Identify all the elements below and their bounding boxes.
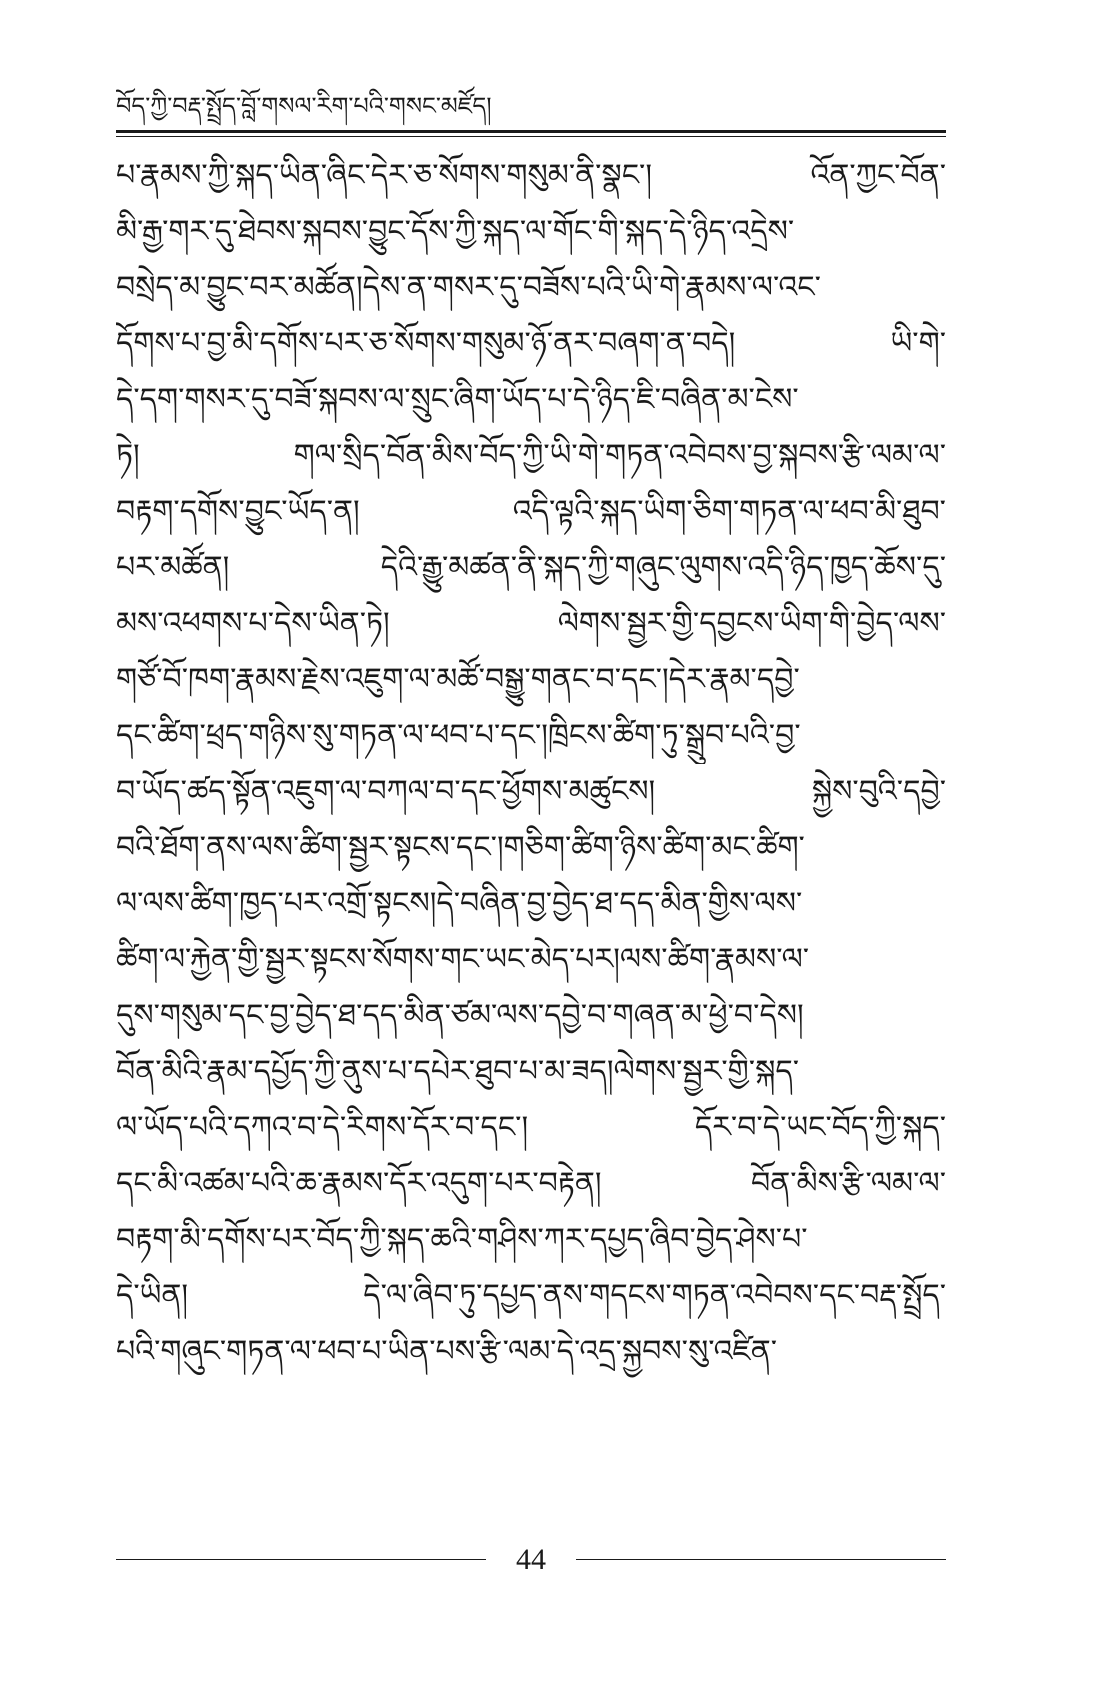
page-number: 44: [516, 1543, 546, 1576]
text-line: དང་ཚིག་ཕྲད་གཉིས་སུ་གཏན་ལ་ཕབ་པ་དང་།ཁྲིངས་ཚིག་ཏུ་སྒྲུབ་པའི་བྱ་: [116, 718, 801, 753]
text-line: ལ་ལས་ཚིག་ཁྱད་པར་འགྲོ་སྟངས།དེ་བཞིན་བྱ་བྱེད་ཐ་དད་མིན་གྱིས་ལས་: [116, 886, 803, 921]
text-line: པ་རྣམས་ཀྱི་སྐད་ཡིན་ཞིང་དེར་ཅ་སོགས་གསུམ་ནི་སྣང་། འོན་ཀྱང་བོན་: [116, 158, 946, 193]
text-line: བརྟག་དགོས་བྱུང་ཡོད་ན། འདི་ལྟའི་སྐད་ཡིག་ཅིག་གཏན་ལ་ཕབ་མི་ཐུབ་: [116, 494, 946, 529]
footer-rule-right: [576, 1559, 946, 1560]
text-line: མས་འཕགས་པ་དེས་ཡིན་ཏེ། ལེགས་སྦྱར་གྱི་དབྱངས་ཡིག་གི་བྱེད་ལས་: [116, 606, 946, 641]
body-text: [116, 148, 946, 1548]
text-line: དང་མི་འཚམ་པའི་ཆ་རྣམས་དོར་འདུག་པར་བརྟེན། བོན་མིས་རྩི་ལམ་ལ་: [116, 1166, 946, 1201]
text-line: བསྲེད་མ་བྱུང་བར་མཚོན།དེས་ན་གསར་དུ་བཟོས་པའི་ཡི་གེ་རྣམས་ལ་འང་: [116, 270, 821, 305]
text-line: ཏེ། གལ་སྲིད་བོན་མིས་བོད་ཀྱི་ཡི་གེ་གཏན་འབེབས་བྱ་སྐབས་རྩི་ལམ་ལ་: [116, 438, 946, 473]
text-line: དེ་དག་གསར་དུ་བཟོ་སྐབས་ལ་སྲུང་ཞིག་ཡོད་པ་དེ་ཉིད་ཇི་བཞིན་མ་ངེས་: [116, 382, 799, 417]
text-line: བ་ཡོད་ཚད་སྟོན་འཇུག་ལ་བཀལ་བ་དང་ཕྱོགས་མཚུངས། སྐྱེས་བུའི་དབྱེ་: [116, 774, 946, 809]
text-line: བའི་ཐོག་ནས་ལས་ཚིག་སྦྱར་སྟངས་དང་།གཅིག་ཚིག་ཉིས་ཚིག་མང་ཚིག་: [116, 830, 805, 865]
text-line: གཙོ་བོ་ཁག་རྣམས་རྗེས་འཇུག་ལ་མཚོ་བསྒྱུ་གནང་བ་དང་།དེར་རྣམ་དབྱེ་: [116, 662, 800, 697]
text-line: ལ་ཡོད་པའི་དཀའ་བ་དེ་རིགས་དོར་བ་དང་། དོར་བ་དེ་ཡང་བོད་ཀྱི་སྐད་: [116, 1110, 946, 1145]
header-rule-thick: [116, 130, 946, 133]
page-footer: [116, 1538, 946, 1582]
text-line: དེ་ཡིན། དེ་ལ་ཞིབ་ཏུ་དཔྱད་ནས་གདངས་གཏན་འབེབས་དང་བརྡ་སྤྲོད་: [116, 1278, 946, 1313]
text-line: དོགས་པ་བྱ་མི་དགོས་པར་ཅ་སོགས་གསུམ་ཉོ་ནར་བཞག་ན་བདེ། ཡི་གེ་: [116, 326, 946, 361]
text-line: དུས་གསུམ་དང་བྱ་བྱེད་ཐ་དད་མིན་ཙམ་ལས་དབྱེ་བ་གཞན་མ་ཕྱེ་བ་དེས།: [116, 998, 804, 1033]
text-line: པའི་གཞུང་གཏན་ལ་ཕབ་པ་ཡིན་པས་རྩི་ལམ་དེ་འདྲ་སྐྱབས་སུ་འཛིན་: [116, 1334, 778, 1369]
text-line: བརྟག་མི་དགོས་པར་བོད་ཀྱི་སྐད་ཆའི་གཤིས་ཀར་དཔྱད་ཞིབ་བྱེད་ཤེས་པ་: [116, 1222, 808, 1257]
footer-rule-left: [116, 1559, 486, 1560]
text-line: ཚིག་ལ་རྐྱེན་གྱི་སྦྱར་སྟངས་སོགས་གང་ཡང་མེད་པར།ལས་ཚིག་རྣམས་ལ་: [116, 942, 810, 977]
header-rule-thin: [116, 136, 946, 137]
text-line: མི་རྒྱ་གར་དུ་ཐེབས་སྐབས་བྱུང་དོས་ཀྱི་སྐད་ལ་གོང་གི་སྐད་དེ་ཉིད་འདྲེས་: [116, 214, 795, 249]
running-head: བོད་ཀྱི་བརྡ་སྤྲོད་བློ་གསལ་རིག་པའི་གསང་མཛོད།: [116, 92, 492, 120]
text-line: པར་མཚོན། དེའི་རྒྱུ་མཚན་ནི་སྐད་ཀྱི་གཞུང་ལུགས་འདི་ཉིད་ཁྱད་ཆོས་དུ་: [116, 550, 946, 585]
text-line: བོན་མིའི་རྣམ་དཔྱོད་ཀྱི་ནུས་པ་དཔེར་ཐུབ་པ་མ་ཟད།ལེགས་སྦྱར་གྱི་སྐད་: [116, 1054, 800, 1089]
